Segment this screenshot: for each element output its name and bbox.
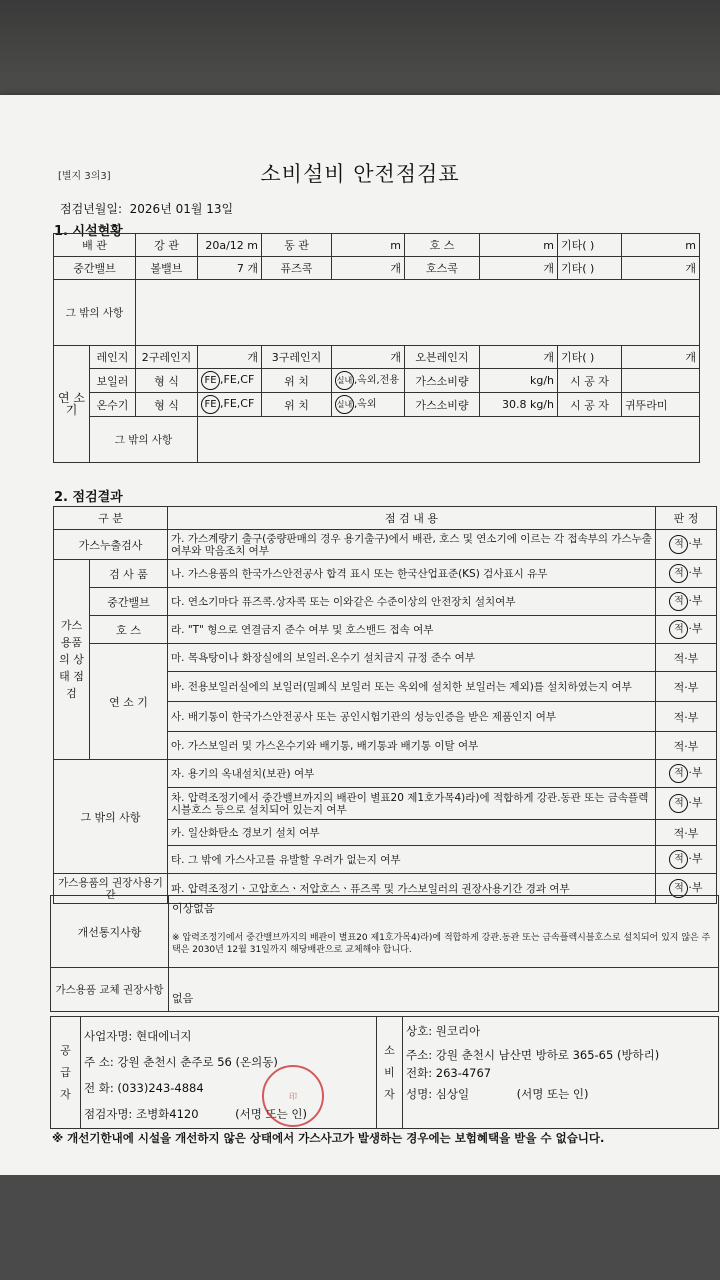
result-row: 연 소 기 마. 목욕탕이나 화장실에의 보일러.온수기 설치금지 규정 준수 여부 적·부: [54, 644, 717, 672]
section-results: 2. 점검결과: [54, 490, 123, 505]
circled-mark: 실내: [335, 395, 354, 414]
other2-row: 그 밖의 사항: [54, 417, 700, 463]
document-title: 소비설비 안전점검표: [260, 162, 460, 186]
supplier-info: 사업자명: 현대에너지 주 소: 강원 춘천시 춘주로 56 (온의동) 전 화: (033)243-4884 점검자명: 조병화4120 (서명 또는 인): [81, 1017, 377, 1129]
footer-notice: ※ 개선기한내에 시설을 개선하지 않은 상태에서 가스사고가 발생하는 경우에는 보험혜택을 받을 수 없습니다.: [52, 1131, 605, 1145]
result-row: 중간밸브 다. 연소기마다 퓨즈콕.상자콕 또는 이와같은 수준이상의 안전장치 설치여부 적 ·부: [54, 588, 717, 616]
range-row: 연 소 기 레인지 2구레인지 개 3구레인지 개 오븐레인지 개 기타( ) 개: [54, 346, 700, 369]
circled-mark: 적: [669, 879, 688, 898]
result-row: 가스누출검사 가. 가스계량기 출구(중량판매의 경우 용기출구)에서 배관, 호스 및 연소기에 이르는 각 접속부의 가스누출여부와 막음조치 여부 적 ·부: [54, 530, 717, 560]
result-row: 아. 가스보일러 및 가스온수기와 배기통, 배기통과 배기통 이탈 여부 적·부: [54, 732, 717, 760]
replace-row: 가스용품 교체 권장사항 없음: [51, 968, 719, 1012]
facilities-table: [53, 233, 700, 463]
result-row: 카. 일산화탄소 경보기 설치 여부 적·부: [54, 820, 717, 846]
results-header: 구 분 점 검 내 용 판 정: [54, 507, 717, 530]
company-seal-stamp: 印: [262, 1065, 324, 1127]
parties-table: 공 급 자 사업자명: 현대에너지 주 소: 강원 춘천시 춘주로 56 (온의동) 전 화: (033)243-4884 점검자명: 조병화4120 (서명 또는 인) 소 비 자 상호: 원코리아 주소: 강원 춘천시 남산면 방하로 365-65 (방하리) 전화: 263-4767 성명: 심상일 (서명 또는 인): [50, 1016, 719, 1129]
inspection-date: 점검년월일: 2026년 01월 13일: [60, 202, 234, 216]
circled-mark: 적: [669, 535, 688, 554]
valve-row: 중간밸브 볼밸브 7 개 퓨즈콕 개 호스콕 개 기타( ) 개: [54, 257, 700, 280]
desk-surface: [0, 1175, 720, 1280]
circled-mark: 적: [669, 794, 688, 813]
result-row: 가스용품의 권장사용기간 파. 압력조정기ㆍ고압호스ㆍ저압호스ㆍ퓨즈콕 및 가스보일러의 권장사용기간 경과 여부 적 ·부: [54, 874, 717, 904]
form-number: [별지 3의3]: [58, 171, 111, 182]
circled-mark: 적: [669, 764, 688, 783]
water-heater-row: 온수기 형 식 FE ,FE,CF 위 치 실내 ,옥외 가스소비량 30.8 kg/h 시 공 자 귀뚜라미: [54, 393, 700, 417]
other-row: 그 밖의 사항: [54, 280, 700, 346]
pipe-row: 배 관 강 관 20a/12 m 동 관 m 호 스 m 기타( ) m: [54, 234, 700, 257]
result-row: 가스 용품 의 상태 점검 검 사 품 나. 가스용품의 한국가스안전공사 합격 표시 또는 한국산업표준(KS) 검사표시 유무 적 ·부: [54, 560, 717, 588]
circled-mark: 적: [669, 620, 688, 639]
consumer-info: 상호: 원코리아 주소: 강원 춘천시 남산면 방하로 365-65 (방하리) 전화: 263-4767 성명: 심상일 (서명 또는 인): [403, 1017, 719, 1129]
result-row: 호 스 라. "T" 형으로 연결금지 준수 여부 및 호스밴드 접속 여부 적 ·부: [54, 616, 717, 644]
result-row: 타. 그 밖에 가스사고를 유발할 우려가 없는지 여부 적 ·부: [54, 846, 717, 874]
result-row: 사. 배기통이 한국가스안전공사 또는 공인시험기관의 성능인증을 받은 제품인지 여부 적·부: [54, 702, 717, 732]
improvement-table: [50, 895, 719, 1012]
result-row: 차. 압력조정기에서 중간밸브까지의 배관이 별표20 제1호가목4)라)에 적합하게 강관.동관 또는 금속플렉시블호스 등으로 설치되어 있는지 여부 적 ·부: [54, 788, 717, 820]
boiler-row: 보일러 형 식 FE ,FE,CF 위 치 실내 ,옥외,전용 가스소비량 kg/h 시 공 자: [54, 369, 700, 393]
improve-row: 개선통지사항 이상없음 ※ 압력조정기에서 중간밸브까지의 배관이 별표20 제1호가목4)라)에 적합하게 강관.동관 또는 금속플렉시블호스로 설치되어 있지 않은 주택은 2030년 12월 31일까지 해당배관으로 교체해야 합니다.: [51, 896, 719, 968]
result-row: 그 밖의 사항 자. 용기의 옥내설치(보관) 여부 적 ·부: [54, 760, 717, 788]
result-row: 바. 전용보일러실에의 보일러(밀폐식 보일러 또는 옥외에 설치한 보일러는 제외)를 설치하였는지 여부 적·부: [54, 672, 717, 702]
results-table: [53, 506, 717, 904]
circled-mark: 적: [669, 564, 688, 583]
section-facilities: 1. 시설현황: [54, 224, 123, 239]
circled-mark: 적: [669, 592, 688, 611]
circled-mark: 실내: [335, 371, 354, 390]
circled-mark: FE: [201, 371, 220, 390]
circled-mark: FE: [201, 395, 220, 414]
circled-mark: 적: [669, 850, 688, 869]
